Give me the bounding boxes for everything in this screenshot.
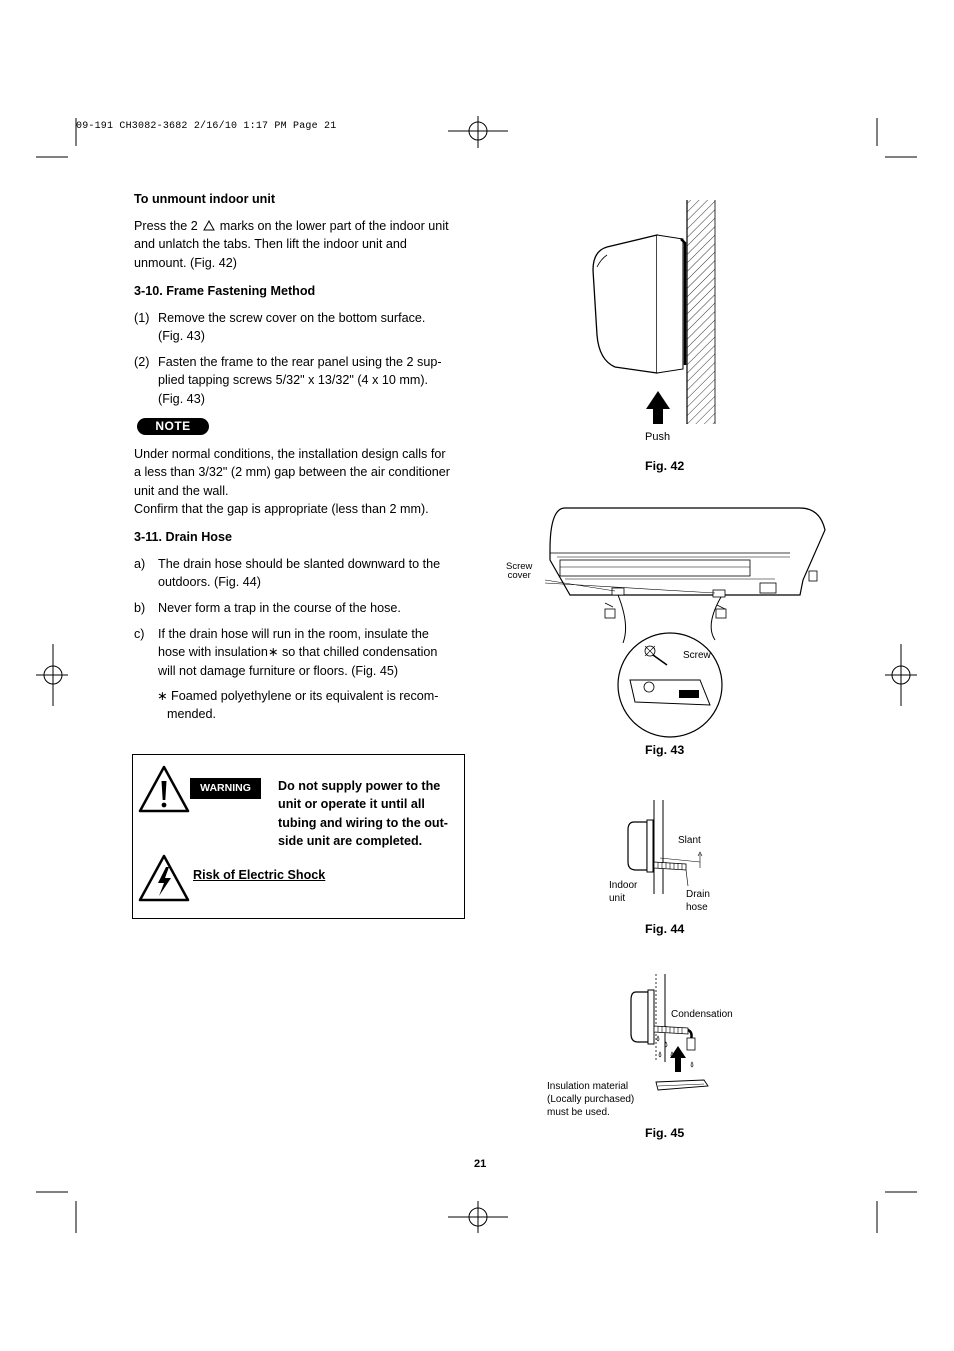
item-line: Remove the screw cover on the bottom surface. [158,311,426,325]
footnote [157,687,477,724]
unmount-line-3: unmount. (Fig. 42) [134,255,237,270]
unmount-text-a: Press the 2 [134,219,198,233]
warning-badge: WARNING [190,778,261,799]
label-line: Indoor [609,880,638,891]
frame-item-2 [134,353,474,411]
label-line: Screw [506,561,533,572]
item-label: (1) [134,311,150,325]
unmount-line-2: and unlatch the tabs. Then lift the indoor unit and [134,237,407,252]
drain-item-a [134,555,474,595]
label-line: (Locally purchased) [547,1094,635,1105]
fig42-illustration [585,195,725,430]
fig43-illustration [545,505,830,740]
item-label: a) [134,557,146,571]
warning-text [278,777,458,851]
screw-cover-label [506,562,532,580]
item-line: outdoors. (Fig. 44) [158,575,261,590]
item-line: hose with insulation∗ so that chilled condensation [158,645,438,660]
label-line: cover [507,570,531,581]
item-label: b) [134,601,146,615]
warning-line: side unit are completed. [278,834,423,849]
frame-title: 3-10. Frame Fastening Method [134,284,316,298]
fig44-caption: Fig. 44 [645,922,685,936]
note-paragraph [134,445,474,519]
warning-line: Do not supply power to the [278,779,441,793]
label-line: hose [686,902,708,913]
fig42-caption: Fig. 42 [645,459,685,473]
frame-item-1 [134,309,474,349]
print-slug: 09-191 CH3082-3682 2/16/10 1:17 PM Page 21 [76,121,337,132]
drain-item-b [134,599,474,619]
note-line: unit and the wall. [134,483,229,498]
item-label: c) [134,627,145,641]
push-label: Push [645,431,671,443]
fig45-caption: Fig. 45 [645,1126,685,1140]
item-line: If the drain hose will run in the room, insulate the [158,627,429,641]
unmount-title: To unmount indoor unit [134,192,276,206]
condensation-label: Condensation [671,1009,733,1020]
electric-shock-icon [137,853,191,903]
label-line: Drain [686,889,710,900]
drain-title: 3-11. Drain Hose [134,530,232,544]
unmount-line-1 [134,217,469,235]
screw-label: Screw [683,650,711,661]
warning-exclamation-icon [137,764,191,814]
risk-electric-shock: Risk of Electric Shock [193,868,326,882]
item-label: (2) [134,355,150,369]
page-number: 21 [474,1158,487,1170]
label-line: must be used. [547,1107,610,1118]
item-line: will not damage furniture or floors. (Fig. 45) [158,663,399,678]
item-line: The drain hose should be slanted downward to the [158,557,441,571]
footnote-line: mended. [167,707,217,722]
insulation-label [547,1080,634,1119]
note-line: Under normal conditions, the installation design calls for [134,447,446,461]
label-line: Insulation material [547,1081,629,1092]
triangle-icon [203,220,215,231]
item-line: Fasten the frame to the rear panel using the 2 sup- [158,355,442,369]
fig43-caption: Fig. 43 [645,743,685,757]
footnote-line: ∗ Foamed polyethylene or its equivalent is recom- [157,689,439,703]
warning-line: unit or operate it until all [278,797,425,812]
note-line: Confirm that the gap is appropriate (less than 2 mm). [134,502,429,517]
item-line: (Fig. 43) [158,329,205,344]
drain-hose-label [686,888,710,914]
indoor-unit-label [609,879,637,905]
item-line: (Fig. 43) [158,391,205,406]
unmount-text-b: marks on the lower part of the indoor unit [216,219,449,233]
label-line: unit [609,893,626,904]
note-line: a less than 3/32" (2 mm) gap between the air conditioner [134,465,450,480]
note-badge: NOTE [137,418,209,435]
item-line: plied tapping screws 5/32" x 13/32" (4 x 10 mm). [158,373,429,388]
warning-line: tubing and wiring to the out- [278,815,448,830]
drain-item-c [134,625,474,683]
unmount-paragraph [134,217,469,272]
slant-label: Slant [678,835,701,846]
item-line: Never form a trap in the course of the hose. [158,601,401,615]
fig45-illustration [600,972,715,1097]
